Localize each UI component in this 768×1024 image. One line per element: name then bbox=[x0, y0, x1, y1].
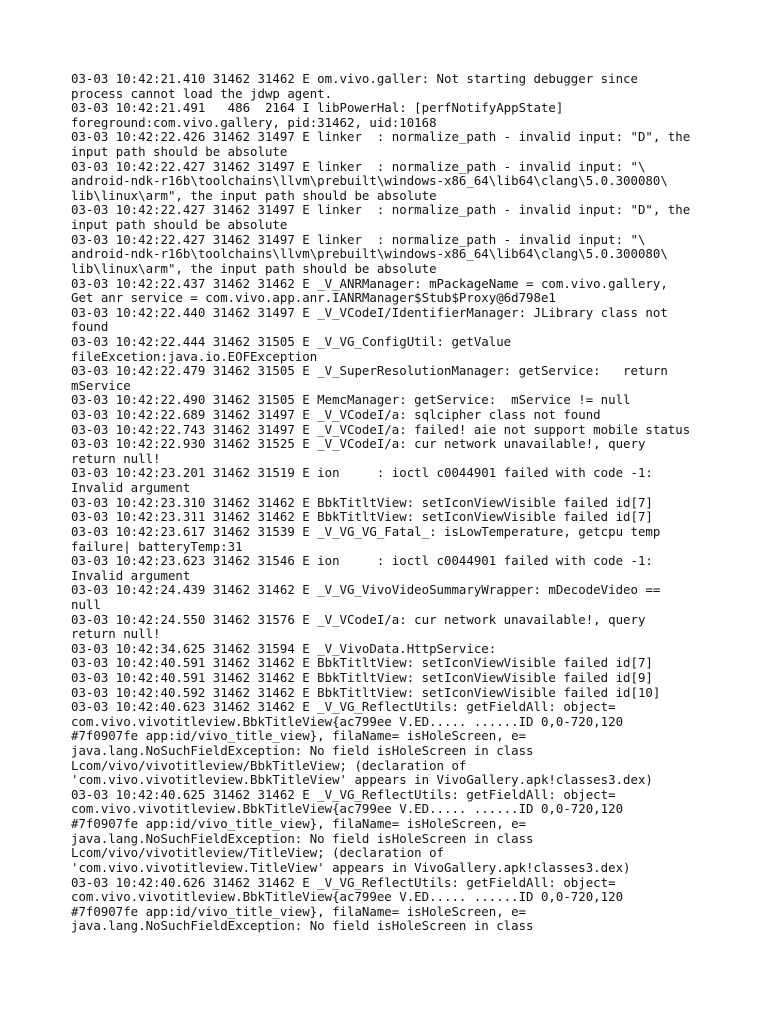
log-line: 03-03 10:42:34.625 31462 31594 E _V_VivoData.HttpService: bbox=[71, 640, 497, 656]
log-line: process cannot load the jdwp agent. bbox=[71, 85, 333, 101]
log-line: 03-03 10:42:22.689 31462 31497 E _V_VCodeI/a: sqlcipher class not found bbox=[71, 407, 601, 423]
log-line: 03-03 10:42:23.623 31462 31546 E ion : ioctl c0044901 failed with code -1: bbox=[71, 553, 653, 569]
log-line: #7f0907fe app:id/vivo_title_view}, filaName= isHoleScreen, e= bbox=[71, 903, 527, 919]
log-line: Invalid argument bbox=[71, 567, 191, 583]
log-line: 03-03 10:42:23.311 31462 31462 E BbkTitltView: setIconViewVisible failed id[7] bbox=[71, 509, 653, 525]
log-line: Invalid argument bbox=[71, 480, 191, 496]
log-line: return null! bbox=[71, 626, 161, 642]
log-line: com.vivo.vivotitleview.BbkTitleView{ac799ee V.ED..... ......ID 0,0-720,120 bbox=[71, 801, 624, 817]
log-line: 03-03 10:42:21.491 486 2164 I libPowerHal: [perfNotifyAppState] bbox=[71, 100, 564, 116]
log-line: 03-03 10:42:22.743 31462 31497 E _V_VCodeI/a: failed! aie not support mobile status bbox=[71, 421, 691, 437]
log-text-block bbox=[71, 72, 711, 934]
log-line: mService bbox=[71, 377, 131, 393]
log-line: 03-03 10:42:40.625 31462 31462 E _V_VG_ReflectUtils: getFieldAll: object= bbox=[71, 786, 616, 802]
log-line: found bbox=[71, 319, 109, 335]
log-line: input path should be absolute bbox=[71, 144, 288, 160]
log-line: 03-03 10:42:24.439 31462 31462 E _V_VG_VivoVideoSummaryWrapper: mDecodeVideo == bbox=[71, 582, 661, 598]
log-line: com.vivo.vivotitleview.BbkTitleView{ac799ee V.ED..... ......ID 0,0-720,120 bbox=[71, 889, 624, 905]
log-line: 03-03 10:42:21.410 31462 31462 E om.vivo.galler: Not starting debugger since bbox=[71, 71, 638, 86]
log-line: Get anr service = com.vivo.app.anr.IANRManager$Stub$Proxy@6d798e1 bbox=[71, 290, 556, 306]
log-line: Lcom/vivo/vivotitleview/BbkTitleView; (declaration of bbox=[71, 757, 467, 773]
log-line: com.vivo.vivotitleview.BbkTitleView{ac799ee V.ED..... ......ID 0,0-720,120 bbox=[71, 713, 624, 729]
log-line: 'com.vivo.vivotitleview.TitleView' appears in VivoGallery.apk!classes3.dex) bbox=[71, 859, 631, 875]
log-line: 03-03 10:42:22.426 31462 31497 E linker : normalize_path - invalid input: "D", the bbox=[71, 129, 691, 145]
log-line: 03-03 10:42:22.479 31462 31505 E _V_SuperResolutionManager: getService: return bbox=[71, 363, 668, 379]
log-line: input path should be absolute bbox=[71, 217, 288, 233]
log-line: 03-03 10:42:40.591 31462 31462 E BbkTitltView: setIconViewVisible failed id[7] bbox=[71, 655, 653, 671]
log-line: 03-03 10:42:22.437 31462 31462 E _V_ANRManager: mPackageName = com.vivo.gallery, bbox=[71, 275, 668, 291]
log-line: 03-03 10:42:22.930 31462 31525 E _V_VCodeI/a: cur network unavailable!, query bbox=[71, 436, 646, 452]
log-line: 03-03 10:42:22.427 31462 31497 E linker : normalize_path - invalid input: "\ bbox=[71, 231, 646, 247]
log-line: 03-03 10:42:22.490 31462 31505 E MemcManager: getService: mService != null bbox=[71, 392, 631, 408]
log-line: #7f0907fe app:id/vivo_title_view}, filaName= isHoleScreen, e= bbox=[71, 816, 527, 832]
log-line: java.lang.NoSuchFieldException: No field isHoleScreen in class bbox=[71, 918, 534, 934]
log-line: java.lang.NoSuchFieldException: No field isHoleScreen in class bbox=[71, 830, 534, 846]
log-line: 03-03 10:42:22.444 31462 31505 E _V_VG_ConfigUtil: getValue bbox=[71, 333, 512, 349]
log-line: Lcom/vivo/vivotitleview/TitleView; (declaration of bbox=[71, 845, 444, 861]
log-line: lib\linux\arm", the input path should be absolute bbox=[71, 260, 437, 276]
log-line: null bbox=[71, 596, 101, 612]
log-line: android-ndk-r16b\toolchains\llvm\prebuilt\windows-x86_64\lib64\clang\5.0.300080\ bbox=[71, 246, 668, 262]
log-line: 03-03 10:42:24.550 31462 31576 E _V_VCodeI/a: cur network unavailable!, query bbox=[71, 611, 646, 627]
log-line: failure| batteryTemp:31 bbox=[71, 538, 243, 554]
log-line: #7f0907fe app:id/vivo_title_view}, filaName= isHoleScreen, e= bbox=[71, 728, 527, 744]
log-line: 'com.vivo.vivotitleview.BbkTitleView' appears in VivoGallery.apk!classes3.dex) bbox=[71, 772, 653, 788]
log-line: 03-03 10:42:22.440 31462 31497 E _V_VCodeI/IdentifierManager: JLibrary class not bbox=[71, 304, 668, 320]
log-line: 03-03 10:42:23.310 31462 31462 E BbkTitltView: setIconViewVisible failed id[7] bbox=[71, 494, 653, 510]
log-line: foreground:com.vivo.gallery, pid:31462, uid:10168 bbox=[71, 114, 437, 130]
log-line: 03-03 10:42:22.427 31462 31497 E linker : normalize_path - invalid input: "\ bbox=[71, 158, 646, 174]
log-line: 03-03 10:42:23.617 31462 31539 E _V_VG_VG_Fatal_: isLowTemperature, getcpu temp bbox=[71, 523, 661, 539]
log-line: android-ndk-r16b\toolchains\llvm\prebuilt\windows-x86_64\lib64\clang\5.0.300080\ bbox=[71, 173, 668, 189]
log-line: 03-03 10:42:23.201 31462 31519 E ion : ioctl c0044901 failed with code -1: bbox=[71, 465, 653, 481]
log-line: java.lang.NoSuchFieldException: No field isHoleScreen in class bbox=[71, 743, 534, 759]
log-line: 03-03 10:42:40.591 31462 31462 E BbkTitltView: setIconViewVisible failed id[9] bbox=[71, 669, 653, 685]
log-line: return null! bbox=[71, 450, 161, 466]
log-line: fileExcetion:java.io.EOFException bbox=[71, 348, 318, 364]
log-line: 03-03 10:42:40.592 31462 31462 E BbkTitltView: setIconViewVisible failed id[10] bbox=[71, 684, 661, 700]
log-line: 03-03 10:42:40.626 31462 31462 E _V_VG_ReflectUtils: getFieldAll: object= bbox=[71, 874, 616, 890]
log-line: 03-03 10:42:40.623 31462 31462 E _V_VG_ReflectUtils: getFieldAll: object= bbox=[71, 699, 616, 715]
log-line: 03-03 10:42:22.427 31462 31497 E linker : normalize_path - invalid input: "D", the bbox=[71, 202, 691, 218]
log-line: lib\linux\arm", the input path should be absolute bbox=[71, 187, 437, 203]
